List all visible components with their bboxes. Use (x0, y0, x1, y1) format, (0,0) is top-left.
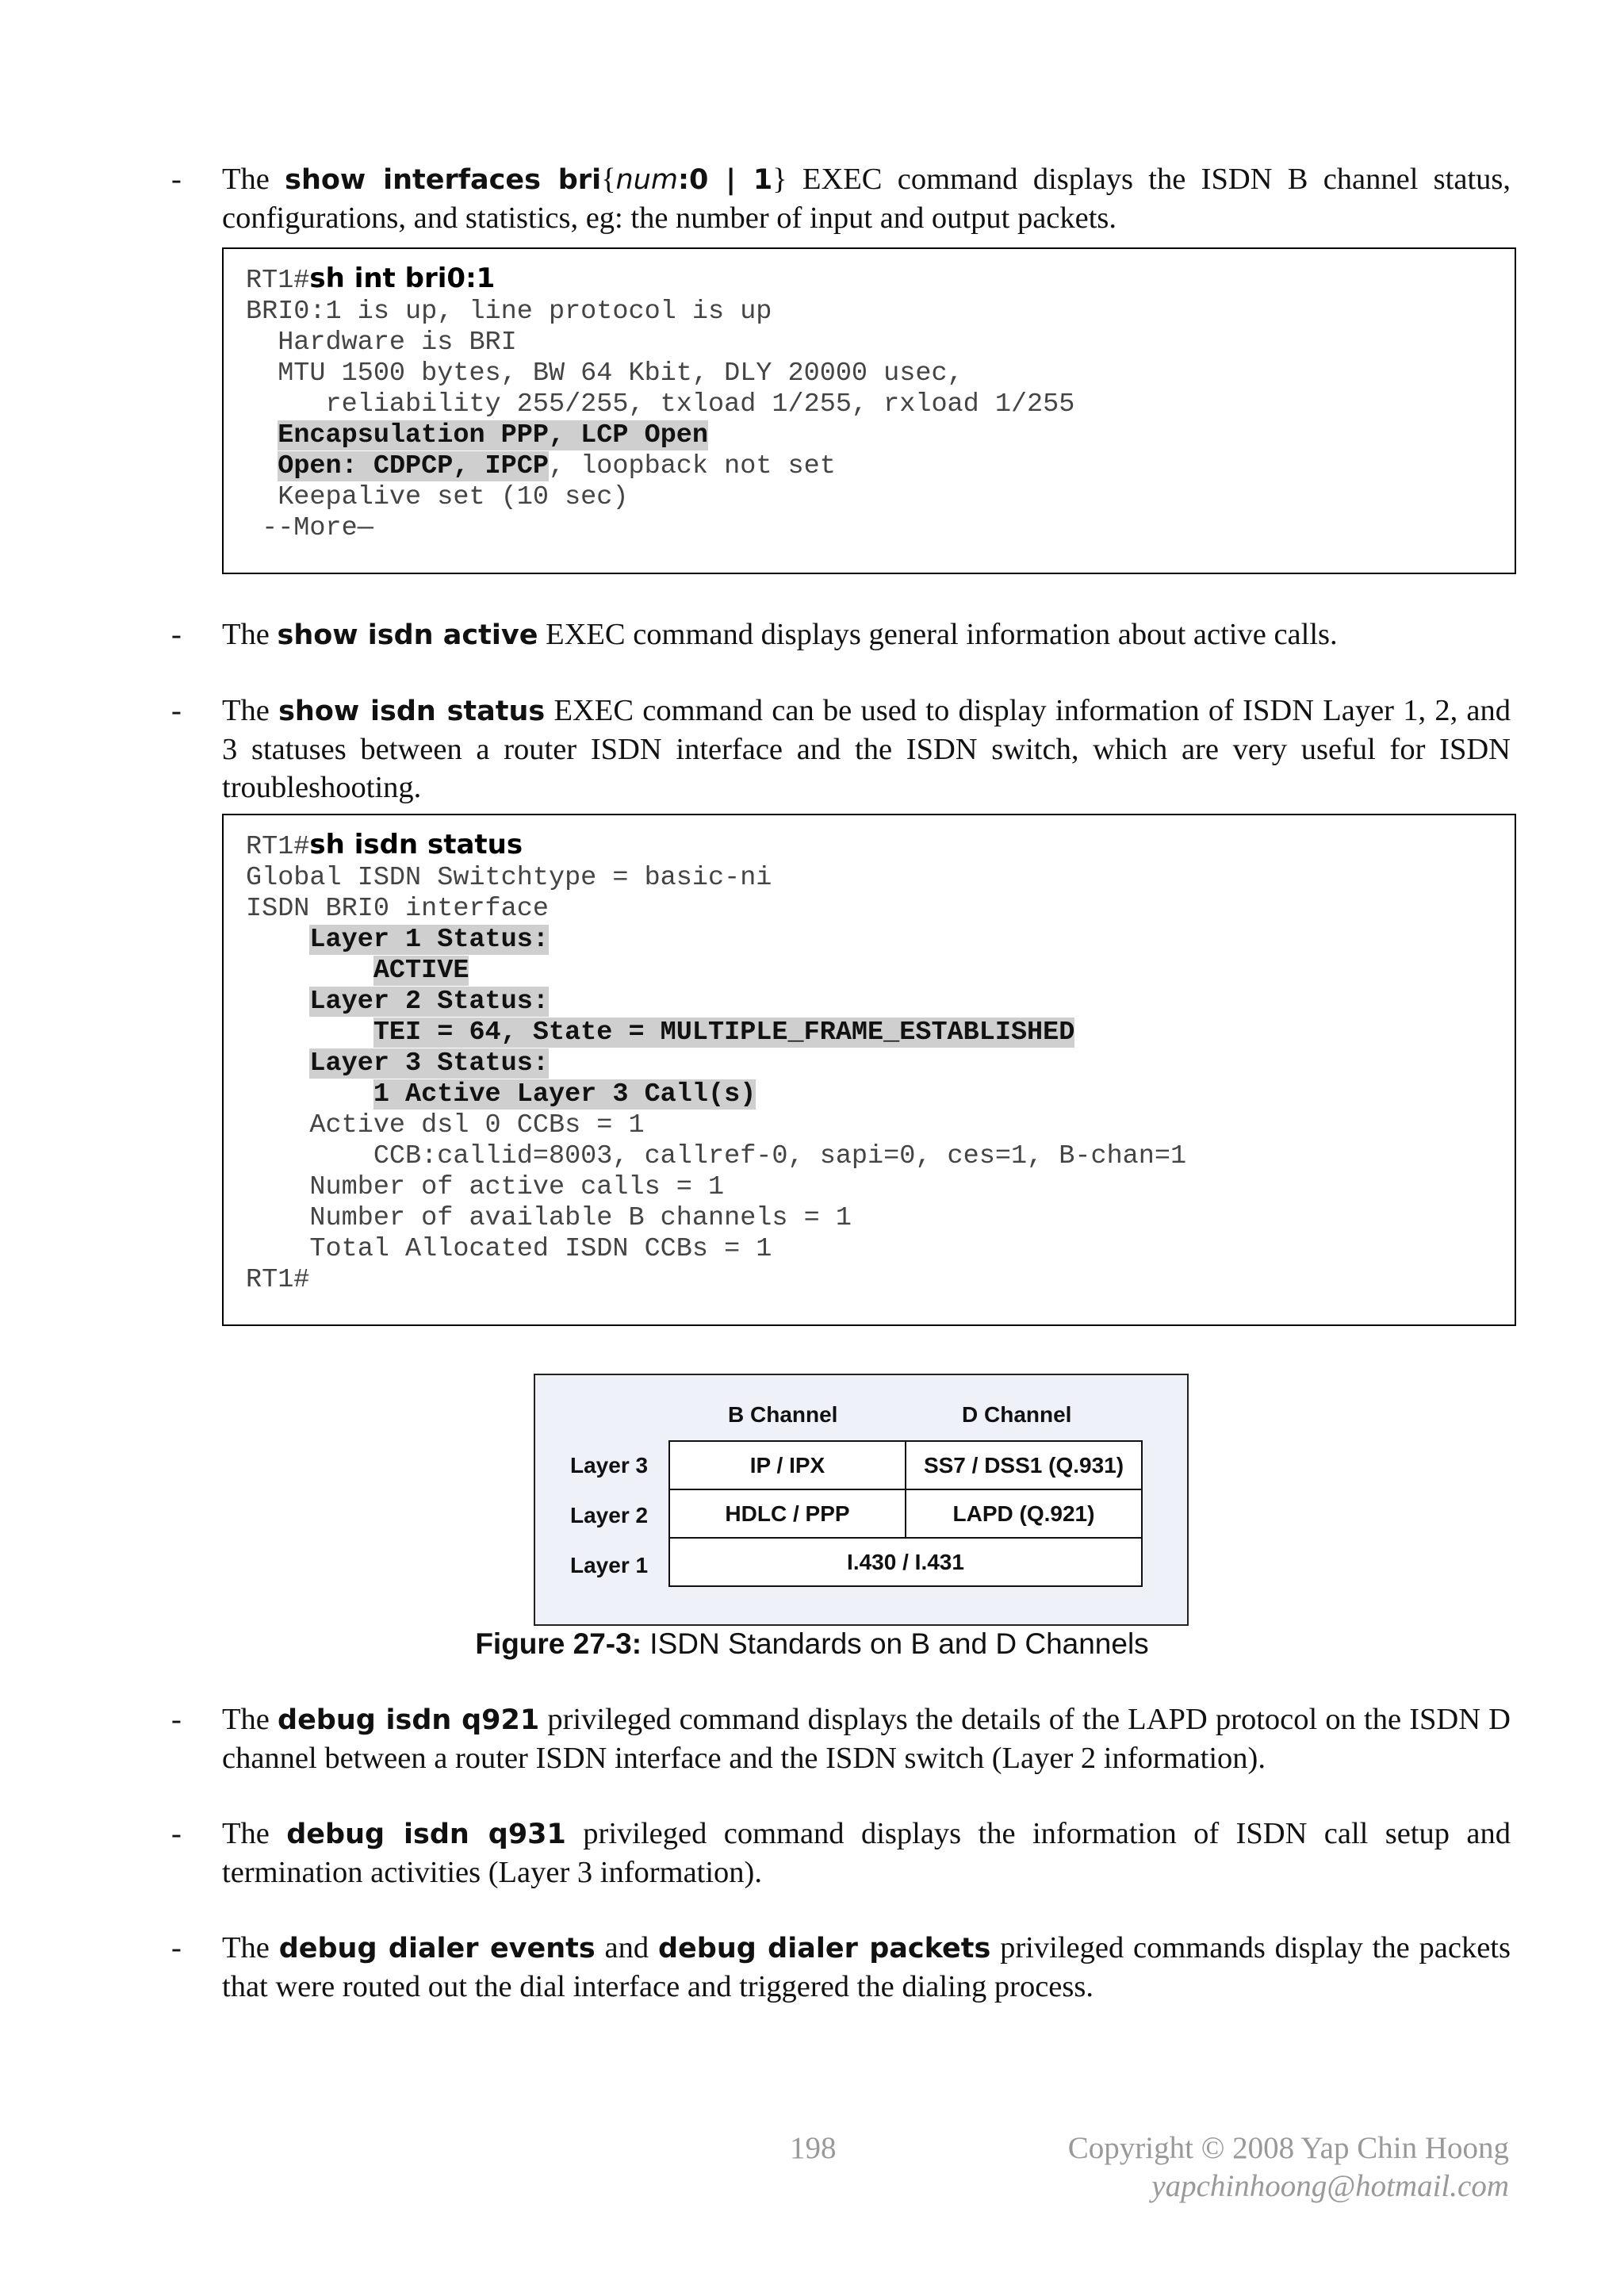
code-box-isdn-status (222, 814, 1516, 1326)
highlighted-text: Layer 3 Status: (309, 1048, 549, 1079)
table-cell: SS7 / DSS1 (Q.931) (906, 1441, 1142, 1489)
standards-table (668, 1440, 1143, 1587)
highlighted-text: TEI = 64, State = MULTIPLE_FRAME_ESTABLISHED (373, 1018, 1075, 1048)
author-email: yapchinhoong@hotmail.com (1151, 2169, 1509, 2203)
table-cell: I.430 / I.431 (669, 1538, 1142, 1586)
paragraph-debug-q921: - The debug isdn q921 privileged command displays the details of the LAPD protocol on the ISDN D channel between a router ISDN interface and the ISDN switch (Layer 2 information). (222, 1700, 1511, 1777)
table-cell: HDLC / PPP (669, 1489, 906, 1538)
command-name: show isdn status (278, 696, 546, 727)
column-header-d-channel: D Channel (962, 1402, 1072, 1427)
bullet-dash: - (171, 618, 182, 651)
table-cell: IP / IPX (669, 1441, 906, 1489)
table-cell: LAPD (Q.921) (906, 1489, 1142, 1538)
console-command: sh int bri0:1 (309, 263, 496, 294)
paragraph-show-isdn-active: - The show isdn active EXEC command displays general information about active calls. (222, 615, 1511, 654)
paragraph-show-isdn-status: - The show isdn status EXEC command can be used to display information of ISDN Layer 1, 2, and 3 statuses between a router ISDN interface and the ISDN switch, which are very useful for ISDN troubleshooting. (222, 692, 1511, 807)
paragraph-show-interfaces: - The show interfaces bri{num:0 | 1} EXEC command displays the ISDN B channel status, configurations, and statistics, eg: the number of input and output packets. (222, 160, 1511, 237)
figure-isdn-standards (534, 1374, 1189, 1626)
bullet-dash: - (171, 1703, 182, 1736)
highlighted-text: 1 Active Layer 3 Call(s) (373, 1079, 756, 1110)
highlighted-text: ACTIVE (373, 956, 469, 986)
table-row (669, 1538, 1142, 1586)
figure-caption: Figure 27-3: ISDN Standards on B and D Channels (475, 1627, 1149, 1660)
console-command: sh isdn status (309, 829, 523, 861)
command-name: debug isdn q921 (278, 1704, 540, 1736)
command-name: show isdn active (277, 619, 538, 651)
row-label-layer-1: Layer 1 (570, 1553, 649, 1577)
paragraph-debug-q931: - The debug isdn q931 privileged command displays the information of ISDN call setup and termination activities (Layer 3 information). (222, 1815, 1511, 1892)
command-name: debug dialer events (278, 1933, 596, 1964)
row-label-layer-3: Layer 3 (570, 1453, 649, 1478)
bullet-dash: - (171, 1817, 182, 1850)
figure-label: Figure 27-3: (475, 1627, 642, 1660)
highlighted-text: Layer 2 Status: (309, 987, 549, 1017)
command-argument: num (615, 164, 679, 196)
paragraph-debug-dialer: - The debug dialer events and debug dialer packets privileged commands display the packets that were routed out the dial interface and triggered the dialing process. (222, 1929, 1511, 2006)
column-header-b-channel: B Channel (728, 1402, 838, 1427)
highlighted-text: Encapsulation PPP, LCP Open (278, 420, 709, 450)
command-name: debug isdn q931 (286, 1819, 566, 1850)
bullet-dash: - (171, 1931, 182, 1964)
bullet-dash: - (171, 694, 182, 727)
code-box-show-int (222, 247, 1516, 574)
table-row (669, 1441, 1142, 1489)
table-row (669, 1489, 1142, 1538)
highlighted-text: Layer 1 Status: (309, 925, 549, 955)
highlighted-text: Open: CDPCP, IPCP (278, 451, 549, 481)
row-label-layer-2: Layer 2 (570, 1503, 649, 1527)
console-output: RT1#sh int bri0:1 BRI0:1 is up, line protocol is up Hardware is BRI MTU 1500 bytes, BW 64 Kbit, DLY 20000 usec, reliability 255/255, txload 1/255, rxload 1/255 Encapsulation PPP, LCP Open Open: CDPCP, IPCP, loopback not set Keepalive set (10 sec) --More— (246, 263, 1075, 543)
bullet-dash: - (171, 163, 182, 196)
command-name: show interfaces bri (285, 164, 602, 196)
console-output: RT1#sh isdn status Global ISDN Switchtype = basic-ni ISDN BRI0 interface Layer 1 Status: ACTIVE Layer 2 Status: TEI = 64, State = MULTIPLE_FRAME_ESTABLISHED Layer 3 Status: 1 Active Layer 3 Call(s) Active dsl 0 CCBs = 1 CCB:callid=8003, callref-0, sapi=0, ces=1, B-chan=1 Number of active calls = 1 Number of available B channels = 1 Total Allocated ISDN CCBs = 1 RT1# (246, 829, 1187, 1295)
command-name: debug dialer packets (657, 1933, 991, 1964)
page-number: 198 (790, 2131, 837, 2165)
copyright-notice: Copyright © 2008 Yap Chin Hoong (1067, 2131, 1509, 2165)
